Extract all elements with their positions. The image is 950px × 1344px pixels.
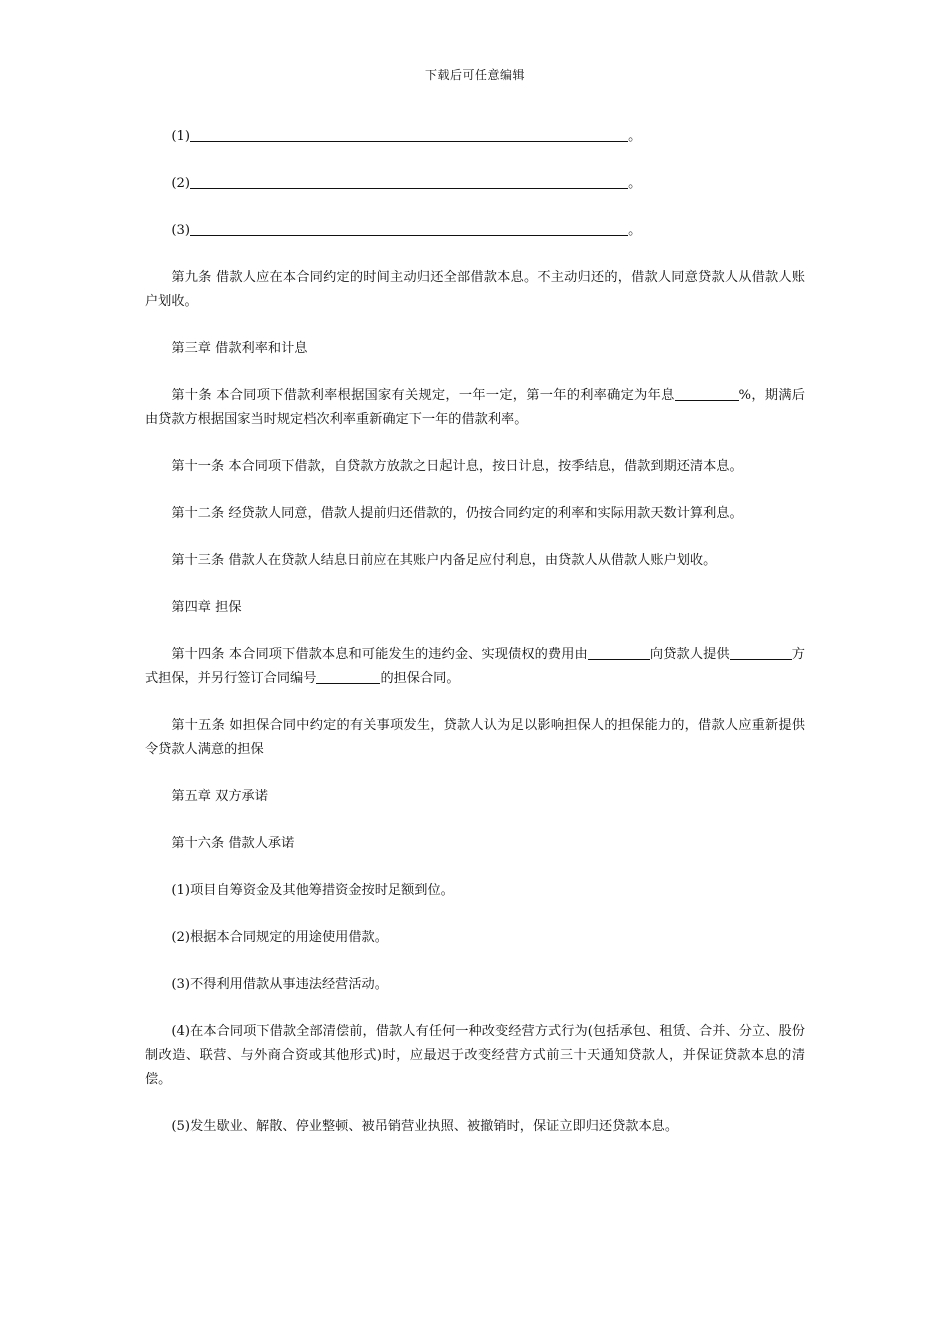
commitment-1: (1)项目自筹资金及其他筹措资金按时足额到位。: [171, 883, 454, 898]
article-10-text-b: %，期满后由贷款方根据国家当时规定档次利率重新确定下一年的借款利率。: [145, 388, 805, 427]
guarantor-blank[interactable]: [588, 645, 650, 660]
blank-item-1: [145, 125, 805, 149]
fill-blank[interactable]: [190, 221, 628, 236]
article-14: [145, 643, 805, 691]
chapter-5-heading: 第五章 双方承诺: [171, 789, 268, 804]
item-period: 。: [628, 129, 642, 144]
article-11: 第十一条 本合同项下借款，自贷款方放款之日起计息，按日计息，按季结息，借款到期还清本息。: [171, 459, 743, 474]
article-10: [145, 384, 805, 432]
article-14-text-b: 向贷款人提供: [649, 647, 730, 662]
article-9: 第九条 借款人应在本合同约定的时间主动归还全部借款本息。不主动归还的，借款人同意贷款人从借款人账户划收。: [145, 270, 805, 309]
article-14-text-a: 第十四条 本合同项下借款本息和可能发生的违约金、实现债权的费用由: [171, 647, 588, 662]
article-15: 第十五条 如担保合同中约定的有关事项发生，贷款人认为足以影响担保人的担保能力的，借款人应重新提供令贷款人满意的担保: [145, 718, 805, 757]
item-number: (1): [171, 129, 191, 144]
article-16: 第十六条 借款人承诺: [171, 836, 295, 851]
interest-rate-blank[interactable]: [675, 386, 739, 401]
article-12: 第十二条 经贷款人同意，借款人提前归还借款的，仍按合同约定的利率和实际用款天数计算利息。: [171, 506, 743, 521]
article-14-text-c: 方式担保，并另行签订合同编号: [145, 647, 805, 686]
article-10-text-a: 第十条 本合同项下借款利率根据国家有关规定，一年一定，第一年的利率确定为年息: [171, 388, 675, 403]
commitment-4: (4)在本合同项下借款全部清偿前，借款人有任何一种改变经营方式行为(包括承包、租赁、合并、分立、股份制改造、联营、与外商合资或其他形式)时，应最迟于改变经营方式前三十天通知贷款人，并保证贷款本息的清偿。: [145, 1024, 805, 1087]
fill-blank[interactable]: [190, 174, 628, 189]
blank-item-2: [145, 172, 805, 196]
commitment-3: (3)不得利用借款从事违法经营活动。: [171, 977, 388, 992]
chapter-4-heading: 第四章 担保: [171, 600, 242, 615]
guarantee-method-blank[interactable]: [730, 645, 792, 660]
item-period: 。: [628, 176, 642, 191]
item-number: (2): [171, 176, 191, 191]
article-13: 第十三条 借款人在贷款人结息日前应在其账户内备足应付利息，由贷款人从借款人账户划收。: [171, 553, 717, 568]
document-body: [145, 125, 805, 1162]
item-period: 。: [628, 223, 642, 238]
item-number: (3): [171, 223, 191, 238]
chapter-3-heading: 第三章 借款利率和计息: [171, 341, 308, 356]
page-header: 下载后可任意编辑: [424, 68, 525, 82]
blank-item-3: [145, 219, 805, 243]
article-14-text-d: 的担保合同。: [380, 671, 460, 686]
fill-blank[interactable]: [190, 127, 628, 142]
contract-number-blank[interactable]: [316, 669, 380, 684]
commitment-5: (5)发生歇业、解散、停业整顿、被吊销营业执照、被撤销时，保证立即归还贷款本息。: [171, 1119, 679, 1134]
commitment-2: (2)根据本合同规定的用途使用借款。: [171, 930, 388, 945]
